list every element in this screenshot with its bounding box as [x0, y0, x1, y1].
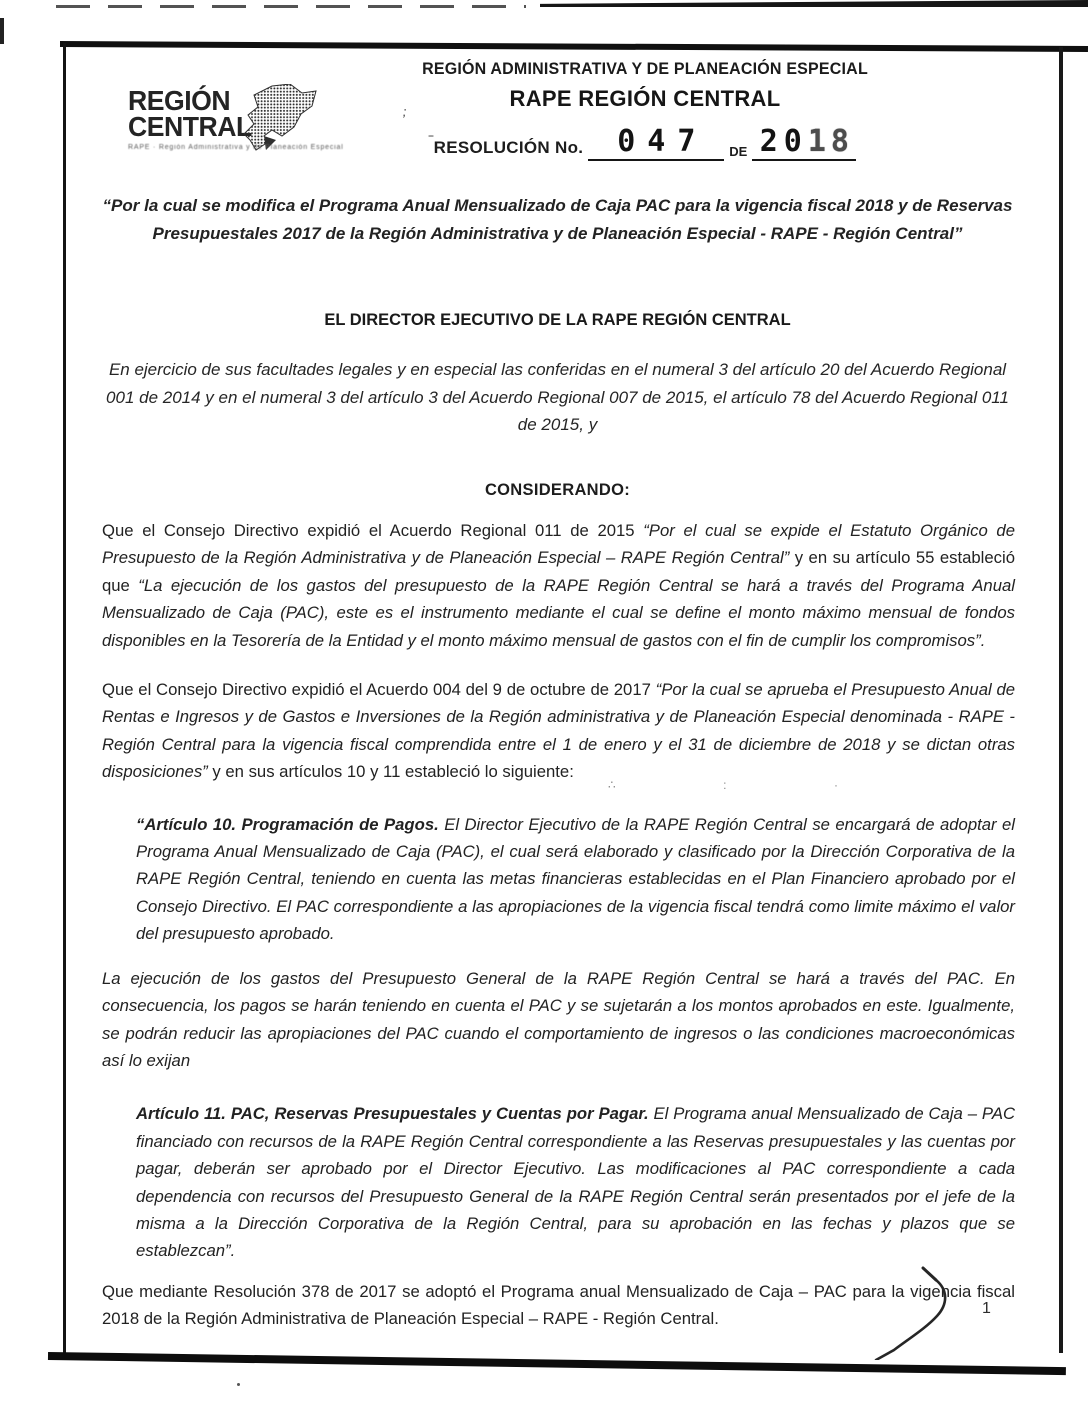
paragraph-segment: Artículo 11. PAC, Reservas Presupuestales y Cuentas por Pagar. — [136, 1104, 649, 1124]
smudge-2: : — [723, 778, 727, 792]
pencil-smudges — [608, 778, 838, 792]
paragraph-segment: “Por la cual se aprueba el Presupuesto Anual de Rentas e Ingresos y de Gastos e Inversiones de la Región administrativa y de Planeación Especial denominada - RAPE - Región Central para la vigencia fiscal comprendida entre el 1 de enero y el 31 de diciembre de 2018 y se dictan otras disposiciones” — [102, 680, 1016, 782]
logo-tagline: RAPE · Región Administrativa y de Planeación Especial — [128, 144, 344, 151]
logo-line1: REGIÓN — [128, 85, 231, 116]
paragraph-segment: “Artículo 10. Programación de Pagos. — [136, 814, 439, 834]
page-border-left — [63, 43, 66, 1360]
paragraph-2 — [102, 676, 1015, 786]
resolution-year-field — [752, 124, 856, 161]
ink-speck-1: ; — [401, 103, 408, 120]
paragraph-segment: Que el Consejo Directivo expidió el Acuerdo 004 del 9 de octubre de 2017 — [102, 680, 656, 700]
paragraph-segment: Que mediante Resolución 378 de 2017 se adoptó el Programa anual Mensualizado de Caja – PAC para la vigencia fiscal 2018 de la Región Administrativa de Planeación Especial – RAPE - Región Central. — [102, 1281, 1015, 1329]
paragraph-segment: El Programa anual Mensualizado de Caja – PAC financiado con recursos de la RAPE Región Central correspondiente a las Reservas presupuestales y las cuentas por pagar, deberán ser aprobado por el Director Ejecutivo. Las modificaciones al PAC correspondiente a cada dependencia con recursos del Presupuesto General de la RAPE Región Central serán presentados por el jefe de la misma a la Dirección Corporativa de la Región Central, para su aprobación en las fechas y plazos que se establezcan”. — [136, 1104, 1015, 1261]
paragraph-3 — [102, 811, 1015, 948]
page-border-right — [1059, 47, 1063, 1353]
body-paragraphs — [102, 517, 1015, 1333]
authority-heading: EL DIRECTOR EJECUTIVO DE LA RAPE REGIÓN CENTRAL — [324, 311, 791, 329]
resolution-year-stamp-2: 18 — [807, 124, 854, 159]
smudge-3: · — [833, 778, 838, 792]
paragraph-segment: “Por el cual se expide el Estatuto Orgánico de Presupuesto de la Región Administrativa y de Planeación Especial – RAPE Región Central” — [102, 521, 1015, 568]
handwritten-pen-stroke — [868, 1260, 968, 1360]
resolution-year-stamp-1: 20 — [759, 124, 808, 159]
ink-speck-2: -- — [428, 128, 432, 142]
paragraph-4 — [102, 965, 1015, 1075]
resolution-subject: “Por la cual se modifica el Programa Anual Mensualizado de Caja PAC para la vigencia fiscal 2018 y de Reservas Presupuestales 2017 de la Región Administrativa y de Planeación Especial - RAPE - Región Central” — [102, 196, 1013, 243]
scan-edge-artifact-sliver — [0, 18, 4, 44]
paragraph-segment: y en su artículo 55 estableció que — [102, 548, 1015, 595]
entity-name-line2: RAPE REGIÓN CENTRAL — [509, 86, 781, 111]
scan-edge-artifact-right — [540, 0, 1088, 7]
logo-line2: CENTRAL — [128, 111, 252, 142]
considering-heading: CONSIDERANDO: — [484, 481, 631, 499]
scan-edge-artifact-left — [56, 5, 526, 8]
paragraph-segment: Que el Consejo Directivo expidió el Acuerdo Regional 011 de 2015 — [102, 521, 644, 540]
paragraph-segment: “La ejecución de los gastos del presupuesto de la RAPE Región Central se hará a través del Programa Anual Mensualizado de Caja (PAC), este es el instrumento mediante el cual se define el monto máximo mensual de fondos disponibles en la Tesorería de la Entidad y el monto máximo mensual de gastos con el fin de cumplir los compromisos”. — [102, 575, 1015, 650]
page-border-top — [60, 41, 1088, 52]
resolution-number-stamp: 047 — [617, 124, 708, 159]
paragraph-1 — [102, 517, 1015, 654]
resolution-label: RESOLUCIÓN No. — [433, 138, 584, 157]
entity-name-line1: REGIÓN ADMINISTRATIVA Y DE PLANEACIÓN ESPECIAL — [422, 60, 868, 78]
smudge-1: ∴ — [608, 778, 616, 792]
scan-speck — [237, 1383, 240, 1386]
de-label: DE — [729, 144, 748, 159]
page-number: 1 — [982, 1300, 991, 1317]
powers-clause: En ejercicio de sus facultades legales y en especial las conferidas en el numeral 3 del artículo 20 del Acuerdo Regional 001 de 2014 y en el numeral 3 del artículo 3 del Acuerdo Regional 007 de 2015, el artículo 78 del Acuerdo Regional 011 de 2015, y — [106, 360, 1009, 434]
paragraph-segment: y en sus artículos 10 y 11 estableció lo siguiente: — [207, 762, 574, 782]
resolution-number-row — [300, 124, 990, 161]
resolution-number-field — [588, 124, 724, 161]
paragraph-5 — [102, 1100, 1015, 1264]
paragraph-segment: La ejecución de los gastos del Presupuesto General de la RAPE Región Central se hará a través del PAC. En consecuencia, los pagos se harán teniendo en cuenta el PAC y se sujetarán a los montos aprobados en este. Igualmente, se podrán reducir las apropiaciones del PAC cuando el comportamiento de ingresos o las condiciones macroeconómicas así lo exijan — [102, 968, 1015, 1070]
paragraph-segment: El Director Ejecutivo de la RAPE Región Central se encargará de adoptar el Programa Anual Mensualizado de Caja (PAC), el cual será elaborado y clasificado por la Dirección Corporativa de la RAPE Región Central, teniendo en cuenta las metas financieras establecidas en el Plan Financiero aprobado por el Consejo Directivo. El PAC correspondiente a las apropiaciones de la vigencia fiscal tendrá como limite máximo el valor del presupuesto aprobado. — [136, 814, 1015, 944]
